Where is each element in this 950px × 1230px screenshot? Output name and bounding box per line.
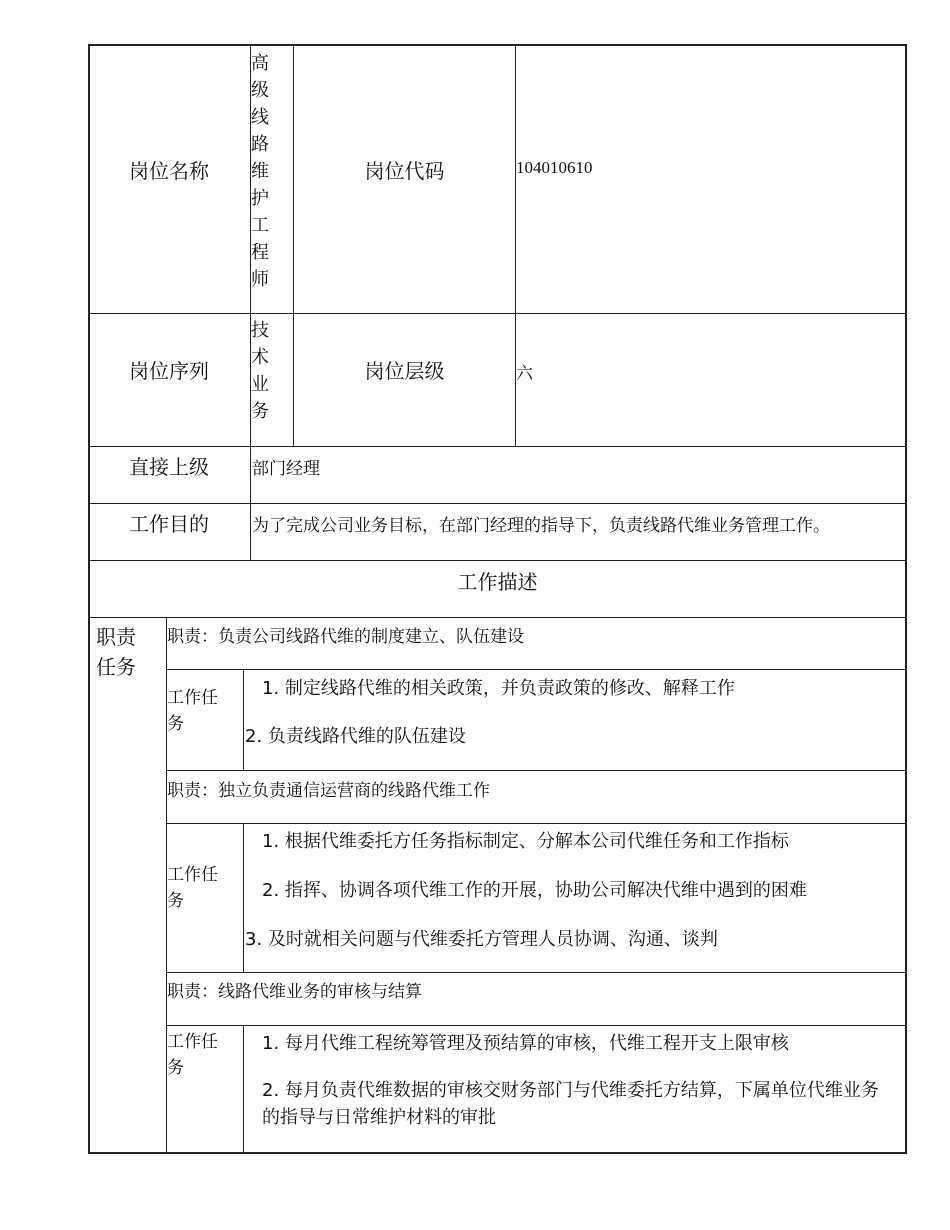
level-value: 六	[516, 364, 533, 384]
hline-tasks2-bottom	[166, 972, 907, 973]
hline-3	[88, 503, 907, 504]
position-code-value: 104010610	[516, 158, 593, 177]
task-item: 2. 指挥、协调各项代维工作的开展，协助公司解决代维中遇到的困难	[262, 880, 807, 901]
border-left	[88, 44, 90, 1154]
vline-tasks2	[243, 823, 244, 973]
task-item: 2. 每月负责代维数据的审核交财务部门与代维委托方结算，下属单位代维业务 的指导与日常维护材料的审批	[262, 1080, 897, 1128]
border-right	[905, 44, 907, 1154]
superior-label: 直接上级	[129, 455, 209, 479]
task-item: 1. 每月代维工程统筹管理及预结算的审核，代维工程开支上限审核	[262, 1033, 789, 1054]
hline-4	[88, 560, 907, 561]
duty-title: 职责：线路代维业务的审核与结算	[167, 982, 422, 1002]
hline-1	[88, 313, 907, 314]
superior-value: 部门经理	[252, 459, 320, 479]
task-item: 1. 制定线路代维的相关政策，并负责政策的修改、解释工作	[262, 678, 735, 699]
task-item: 3. 及时就相关问题与代维委托方管理人员协调、沟通、谈判	[245, 929, 718, 950]
task-label: 工作任务	[167, 688, 218, 734]
task-label: 工作任务	[167, 865, 218, 911]
vline-tasks3	[243, 1025, 244, 1153]
description-title: 工作描述	[457, 570, 538, 594]
hline-5	[88, 617, 907, 618]
duty-title: 职责：负责公司线路代维的制度建立、队伍建设	[167, 627, 524, 647]
hline-duty2-bottom	[166, 823, 907, 824]
border-bottom	[88, 1152, 907, 1154]
sequence-label: 岗位序列	[129, 359, 209, 383]
level-label: 岗位层级	[364, 359, 445, 383]
purpose-value: 为了完成公司业务目标，在部门经理的指导下，负责线路代维业务管理工作。	[252, 516, 830, 536]
duties-label: 职责任务	[96, 625, 136, 679]
task-item: 2. 负责线路代维的队伍建设	[245, 726, 466, 747]
duty-title: 职责：独立负责通信运营商的线路代维工作	[167, 781, 490, 801]
vline-label2	[515, 44, 516, 447]
position-name-label: 岗位名称	[129, 159, 209, 183]
border-top	[88, 44, 907, 46]
hline-tasks1-bottom	[166, 770, 907, 771]
purpose-label: 工作目的	[129, 512, 209, 536]
task-item: 1. 根据代维委托方任务指标制定、分解本公司代维任务和工作指标	[262, 831, 789, 852]
task-label: 工作任务	[167, 1032, 218, 1078]
vline-tasks1	[243, 669, 244, 771]
position-code-label: 岗位代码	[364, 159, 445, 183]
sequence-value: 技术业务	[251, 320, 269, 422]
hline-duty3-bottom	[166, 1025, 907, 1026]
hline-duty1-bottom	[166, 669, 907, 670]
position-name-value: 高级线路维护工程师	[251, 53, 269, 290]
hline-2	[88, 446, 907, 447]
vline-value	[293, 44, 294, 447]
